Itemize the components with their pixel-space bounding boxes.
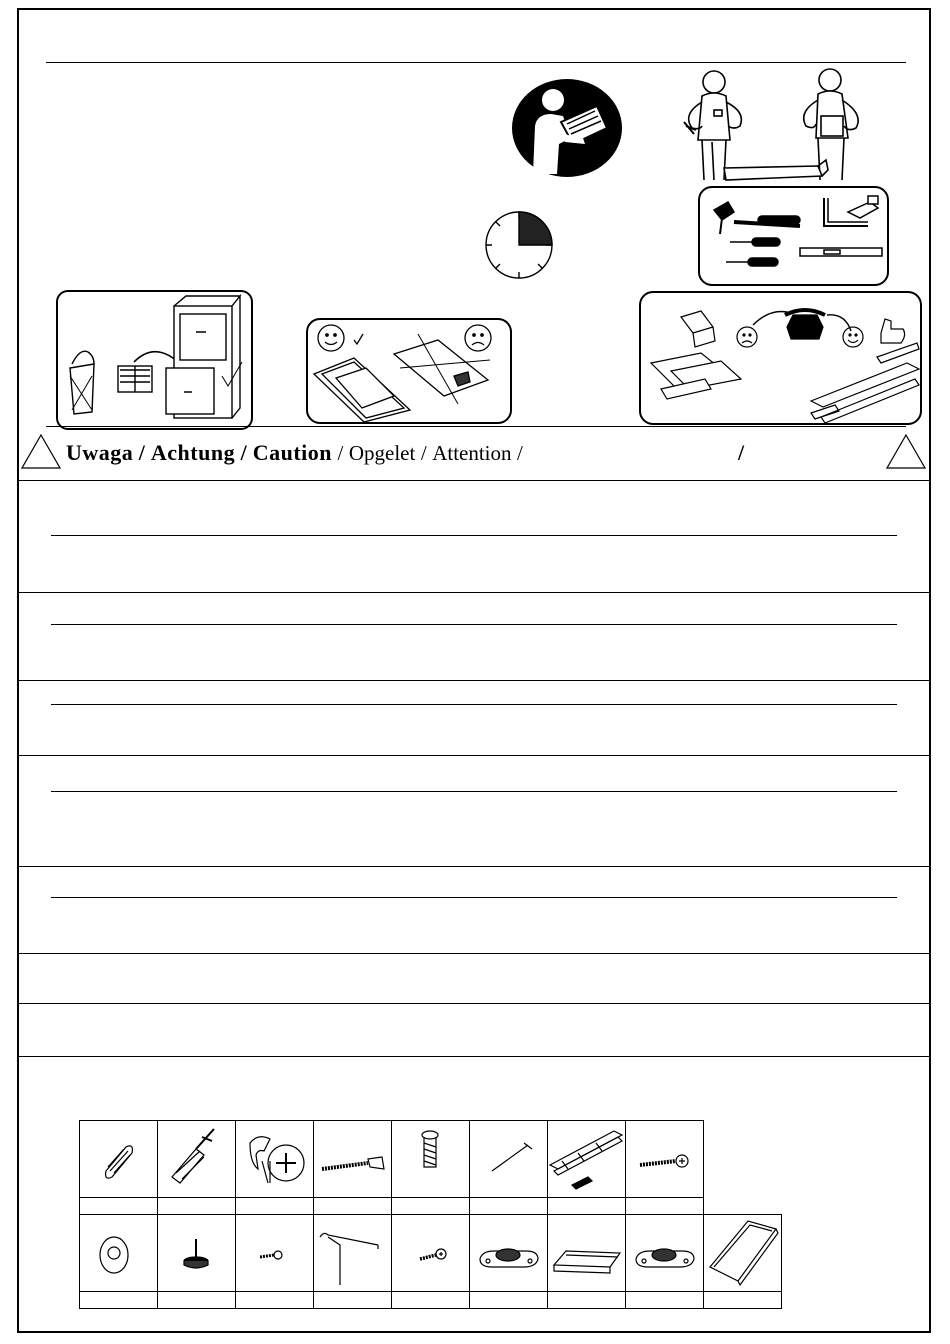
section-divider	[17, 755, 931, 756]
warning-trailing-separator: /	[738, 440, 745, 465]
section-divider	[17, 480, 931, 481]
part-adjustable-foot	[158, 1215, 236, 1292]
section-divider	[17, 953, 931, 954]
part-cam-lock	[236, 1121, 314, 1198]
part-confirmat-bolt	[392, 1121, 470, 1198]
section-divider	[17, 1056, 931, 1057]
section-rule	[51, 624, 897, 625]
part-wooden-dowel	[80, 1121, 158, 1198]
part-nail	[470, 1121, 548, 1198]
part-adhesive-bumper	[80, 1215, 158, 1292]
warning-label: Uwaga / Achtung / Caution / Opgelet / Attention /	[66, 440, 523, 465]
warning-word-nl: Opgelet	[348, 441, 416, 465]
part-mounting-plate	[470, 1215, 548, 1292]
section-divider	[17, 1003, 931, 1004]
part-mounting-plate-2	[626, 1215, 704, 1292]
part-back-panel	[704, 1215, 782, 1292]
part-profile-strip	[548, 1215, 626, 1292]
part-hinge-wire	[314, 1215, 392, 1292]
parts-table	[79, 1120, 782, 1309]
section-divider	[17, 592, 931, 593]
call-support-icon	[639, 291, 922, 425]
read-manual-icon	[511, 78, 623, 178]
part-drawer-runner	[548, 1121, 626, 1198]
section-rule	[51, 791, 897, 792]
two-person-assembly-icon	[676, 68, 876, 186]
part-wall-plug-screw	[158, 1121, 236, 1198]
keep-instructions-icon	[56, 290, 253, 430]
part-small-screw	[236, 1215, 314, 1292]
part-wood-screw	[626, 1121, 704, 1198]
protected-surface-icon	[306, 318, 512, 424]
section-rule	[51, 704, 897, 705]
section-divider	[17, 680, 931, 681]
section-divider	[17, 866, 931, 867]
header-rule	[46, 62, 906, 63]
section-rule	[51, 535, 897, 536]
warning-word-fr: Attention	[432, 441, 512, 465]
tools-icon	[698, 186, 889, 286]
warning-triangle-icon	[21, 434, 61, 469]
warning-triangle-icon	[886, 434, 926, 469]
warning-word-en: Caution	[252, 440, 333, 465]
assembly-time-clock-icon	[484, 210, 554, 280]
warning-rule	[46, 426, 906, 427]
warning-word-de: Achtung	[150, 440, 236, 465]
part-long-screw	[314, 1121, 392, 1198]
part-short-screw	[392, 1215, 470, 1292]
section-rule	[51, 897, 897, 898]
warning-word-pl: Uwaga	[66, 440, 134, 465]
